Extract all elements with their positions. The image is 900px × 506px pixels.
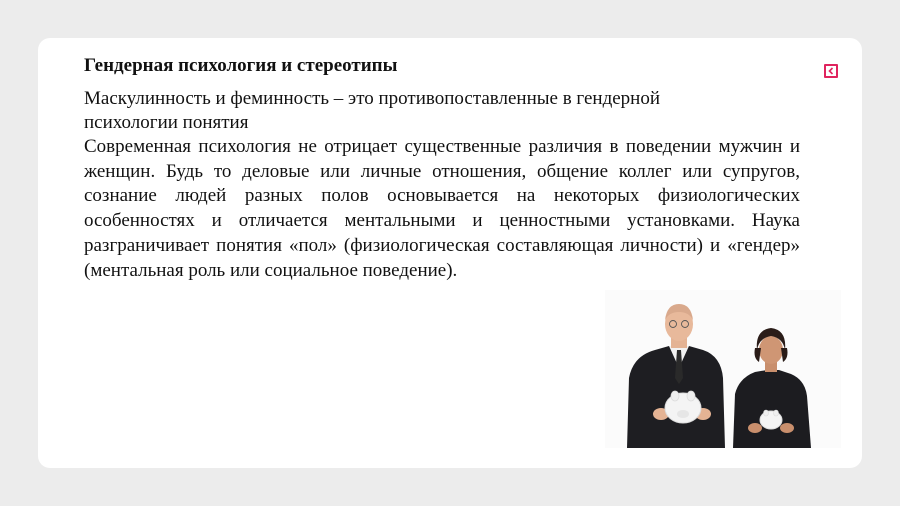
slide-card [38,38,862,468]
slide-body-text: Современная психология не отрицает существенные различия в поведении мужчин и женщин. Будь то деловые или личные отношения, общение коллег или супругов, сознание людей разных полов основывается на некоторых физиологических особенностях и отличается ментальными и ценностными установками. Наука разграничивает понятия «пол» (физиологическая составляющая личности) и «гендер» (ментальная роль или социальное поведение). [84,136,800,281]
slide-subtitle: Маскулинность и феминность – это противопоставленные в гендерной психологии понятия [84,88,661,133]
back-button[interactable] [824,64,838,78]
back-arrow-icon [827,67,835,75]
man-figure [627,304,725,448]
slide-title: Гендерная психология и стереотипы [84,55,398,76]
man-and-woman-holding-piggy-banks-icon [605,290,841,448]
woman-figure [733,328,811,448]
people-photo [605,290,841,448]
